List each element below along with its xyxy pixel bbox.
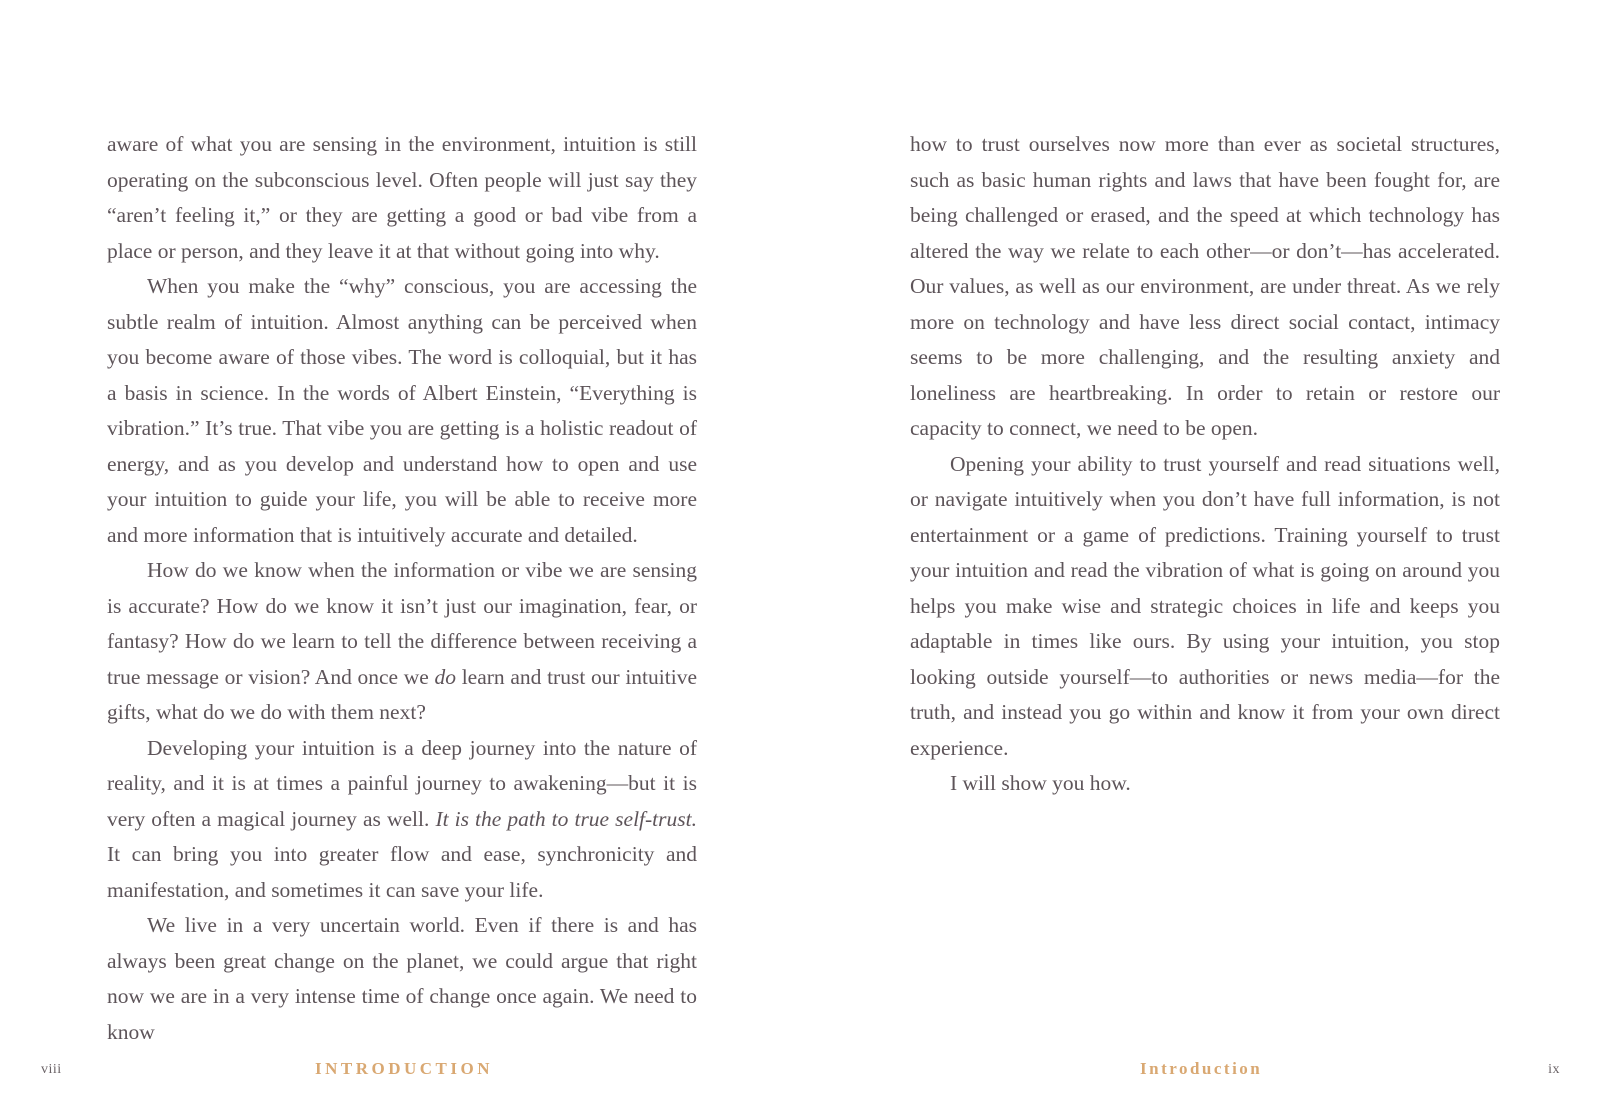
text-run: When you make the “why” conscious, you are accessing the subtle realm of intuition. Almost anything can be perceived when you become aware of those vibes. The word is colloquial, but it has a basis in science. In the words of Albert Einstein, “Everything is vibration.” It’s true. That vibe you are getting is a holistic readout of energy, and as you develop and understand how to open and use your intuition to guide your life, you will be able to receive more and more information that is intuitively accurate and detailed. bbox=[107, 274, 697, 547]
text-run: aware of what you are sensing in the environment, intuition is still operating on the subconscious level. Often people will just say they “aren’t feeling it,” or they are getting a good or bad vibe from a place or person, and they leave it at that without going into why. bbox=[107, 132, 697, 263]
right-body-text bbox=[910, 127, 1500, 802]
running-head-right: Introduction bbox=[1140, 1059, 1263, 1078]
left-body-text bbox=[107, 127, 697, 1050]
italic-text: do bbox=[434, 664, 457, 689]
text-run: How do we know when the information or vibe we are sensing is accurate? How do we know it isn’t just our imagination, fear, or fantasy? How do we learn to tell the difference between receiving a true message or vision? And once we bbox=[107, 558, 697, 689]
text-run: It can bring you into greater flow and ease, synchronicity and manifestation, and sometimes it can save your life. bbox=[107, 842, 697, 902]
body-paragraph bbox=[910, 127, 1500, 447]
body-paragraph bbox=[910, 447, 1500, 767]
body-paragraph bbox=[910, 766, 1500, 802]
running-head-left: INTRODUCTION bbox=[315, 1059, 494, 1078]
text-run: We live in a very uncertain world. Even if there is and has always been great change on the planet, we could argue that right now we are in a very intense time of change once again. We need to know bbox=[107, 913, 697, 1044]
text-run: Opening your ability to trust yourself and read situations well, or navigate intuitively when you don’t have full information, is not entertainment or a game of predictions. Training yourself to trust your intuition and read the vibration of what is going on around you helps you make wise and strategic choices in life and keeps you adaptable in times like ours. By using your intuition, you stop looking outside yourself—to authorities or news media—for the truth, and instead you go within and know it from your own direct experience. bbox=[910, 451, 1500, 760]
text-run: I will show you how. bbox=[950, 771, 1131, 795]
body-paragraph bbox=[107, 908, 697, 1050]
text-run: how to trust ourselves now more than ever as societal structures, such as basic human rights and laws that have been fought for, are being challenged or erased, and the speed at which technology has altered the way we relate to each other—or don’t—has accelerated. Our values, as well as our environment, are under threat. As we rely more on technology and have less direct social contact, intimacy seems to be more challenging, and the resulting anxiety and loneliness are heartbreaking. In order to retain or restore our capacity to connect, we need to be open. bbox=[910, 132, 1500, 440]
body-paragraph bbox=[107, 127, 697, 269]
text-run: learn and trust our intuitive gifts, what do we do with them next? bbox=[107, 664, 697, 724]
page-number-right: ix bbox=[1548, 1062, 1560, 1077]
body-paragraph bbox=[107, 731, 697, 909]
text-run: Developing your intuition is a deep journey into the nature of reality, and it is at times a painful journey to awakening—but it is very often a magical journey as well. bbox=[107, 735, 697, 831]
body-paragraph bbox=[107, 269, 697, 553]
page-number-left: viii bbox=[41, 1062, 62, 1077]
italic-text: It is the path to true self-trust. bbox=[435, 806, 697, 831]
body-paragraph bbox=[107, 553, 697, 731]
right-page bbox=[800, 0, 1600, 1120]
